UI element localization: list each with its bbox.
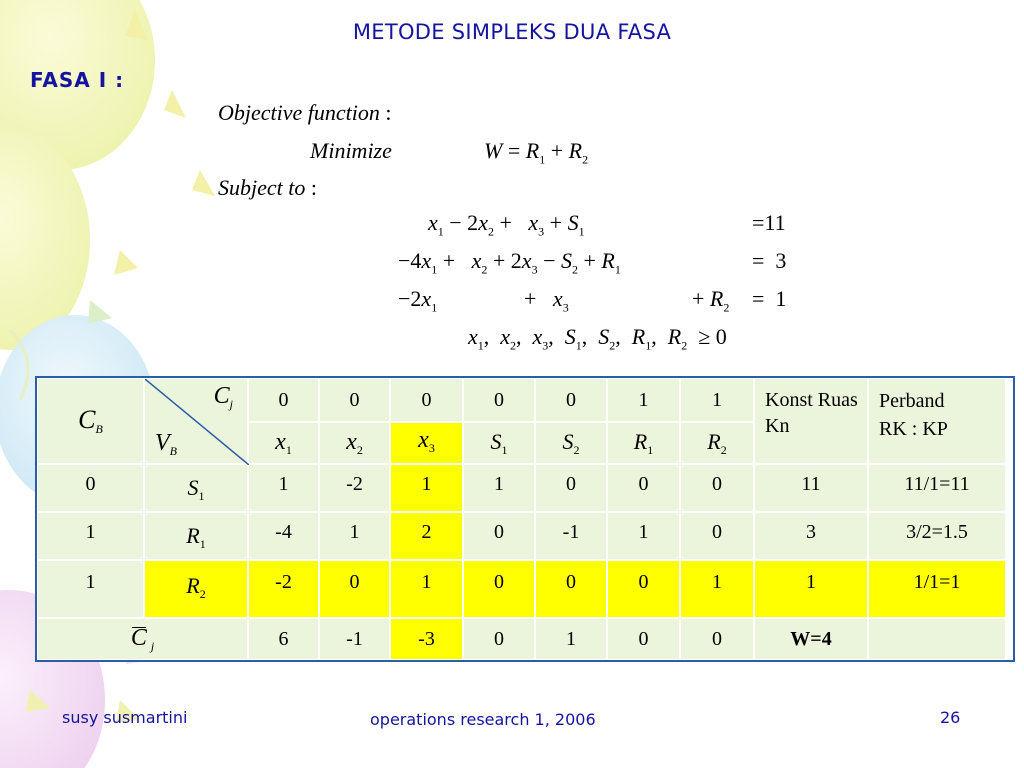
row-cell: 0: [607, 560, 680, 618]
objective-equation: $W = R_1 + R_2$: [484, 138, 589, 167]
constraint-3-r2: + $R_2$: [692, 286, 730, 315]
constraint-3-rhs: = 1: [752, 286, 787, 311]
row-cell: -2: [319, 464, 390, 512]
cj-value: 0: [319, 378, 390, 422]
constraint-1: $x_1 - 2x_2 + x_3 + S_1$: [428, 210, 585, 239]
row-ratio: 11/1=11: [868, 464, 1006, 512]
row-vb: $R_2$: [144, 560, 248, 618]
row-cell: 1: [390, 560, 463, 618]
phase-heading: FASA I :: [30, 68, 125, 92]
cbar-value: 6: [248, 618, 319, 660]
cbar-label: C $_j$: [37, 618, 248, 660]
table-row: [37, 464, 1006, 512]
cj-value: 0: [463, 378, 535, 422]
row-cell: 1: [463, 464, 535, 512]
perband-header: Perband RK : KP: [868, 378, 1006, 464]
row-cell: 1: [680, 560, 754, 618]
row-cell: -4: [248, 512, 319, 560]
objective-heading: Objective function :: [218, 100, 392, 125]
row-cell: 1: [607, 512, 680, 560]
var-x2: $x_2$: [319, 422, 390, 464]
slide-number: 26: [940, 708, 961, 727]
simplex-tableau: [36, 377, 1007, 661]
pivot-cell: 2: [390, 512, 463, 560]
vb-label: $V_B$: [155, 430, 178, 458]
var-s1: $S_1$: [463, 422, 535, 464]
cj-row: [37, 378, 1006, 422]
constraint-3-mid: + $x_3$: [524, 286, 569, 315]
row-cb: 0: [37, 464, 144, 512]
cj-label: $C_j$: [213, 383, 233, 411]
row-cell: 1: [248, 464, 319, 512]
footer-author: susy susmartini: [62, 708, 188, 727]
cbar-value: 0: [463, 618, 535, 660]
row-vb: $S_1$: [144, 464, 248, 512]
row-ratio: 3/2=1.5: [868, 512, 1006, 560]
constraint-3: $-2x_1$: [398, 286, 438, 315]
row-cell: -2: [248, 560, 319, 618]
var-s2: $S_2$: [535, 422, 607, 464]
row-cell: 1: [390, 464, 463, 512]
konst-header: Konst Ruas Kn: [754, 378, 868, 464]
row-konst: 1: [754, 560, 868, 618]
cj-value: 0: [248, 378, 319, 422]
var-x1: $x_1$: [248, 422, 319, 464]
var-r1: $R_1$: [607, 422, 680, 464]
objective-value: W=4: [754, 618, 868, 660]
row-cell: 0: [607, 464, 680, 512]
row-cb: 1: [37, 512, 144, 560]
row-cell: 0: [463, 560, 535, 618]
cbar-value: 0: [680, 618, 754, 660]
subject-to-label: Subject to :: [218, 175, 317, 200]
constraint-2: $-4x_1 + x_2 + 2x_3 - S_2 + R_1$: [398, 248, 621, 277]
row-vb: $R_1$: [144, 512, 248, 560]
var-x3: $x_3$: [390, 422, 463, 464]
cbar-value: 0: [607, 618, 680, 660]
row-cell: 0: [535, 464, 607, 512]
minimize-label: Minimize: [310, 138, 392, 163]
table-row-pivot: [37, 560, 1006, 618]
row-ratio: 1/1=1: [868, 560, 1006, 618]
non-negativity: $x_1$, $x_2$, $x_3$, $S_1$, $S_2$, $R_1$, $R_2 \ge 0$: [468, 324, 727, 353]
table-row: [37, 512, 1006, 560]
slide-title: METODE SIMPLEKS DUA FASA: [352, 20, 672, 44]
constraint-1-rhs: =11: [752, 210, 786, 235]
cj-vb-diagonal-header: [144, 378, 248, 464]
row-cell: 0: [680, 512, 754, 560]
row-cell: 0: [463, 512, 535, 560]
row-cell: 1: [319, 512, 390, 560]
cb-header: $C_B$: [37, 378, 144, 464]
cj-value: 1: [680, 378, 754, 422]
row-cell: 0: [680, 464, 754, 512]
cbar-value: 1: [535, 618, 607, 660]
cbar-row: [37, 618, 1006, 660]
footer-course: operations research 1, 2006: [370, 710, 596, 729]
row-cb: 1: [37, 560, 144, 618]
cj-value: 0: [535, 378, 607, 422]
var-r2: $R_2$: [680, 422, 754, 464]
empty-cell: [868, 618, 1006, 660]
row-konst: 11: [754, 464, 868, 512]
cj-value: 0: [390, 378, 463, 422]
row-konst: 3: [754, 512, 868, 560]
row-cell: -1: [535, 512, 607, 560]
cbar-value: -3: [390, 618, 463, 660]
cbar-value: -1: [319, 618, 390, 660]
row-cell: 0: [535, 560, 607, 618]
cj-value: 1: [607, 378, 680, 422]
row-cell: 0: [319, 560, 390, 618]
constraint-2-rhs: = 3: [752, 248, 787, 273]
